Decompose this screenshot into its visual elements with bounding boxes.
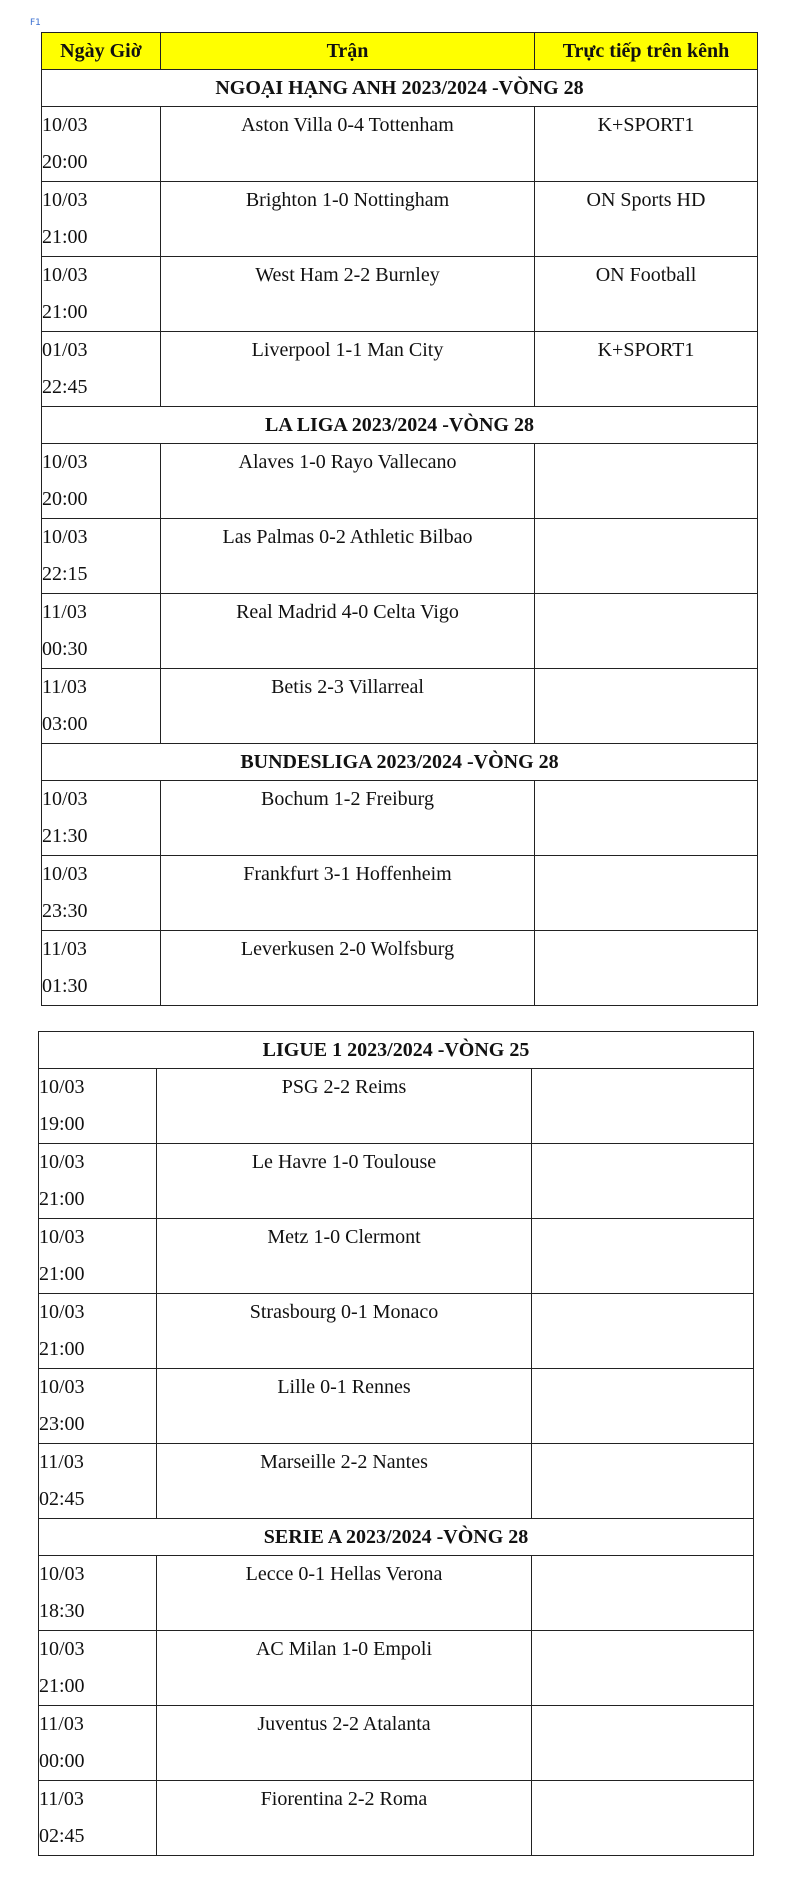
match-row	[39, 1219, 754, 1294]
match-channel	[535, 594, 758, 669]
match-time: 21:00	[42, 301, 88, 323]
match-date: 11/03	[39, 1451, 84, 1473]
match-date: 10/03	[39, 1076, 85, 1098]
section-title: BUNDESLIGA 2023/2024 -VÒNG 28	[42, 744, 758, 781]
match-time: 00:30	[42, 638, 88, 660]
match-name: Liverpool 1-1 Man City	[161, 332, 535, 407]
match-row	[39, 1369, 754, 1444]
match-date: 10/03	[42, 863, 88, 885]
match-time: 22:45	[42, 376, 88, 398]
match-channel	[532, 1781, 754, 1856]
section-row	[42, 407, 758, 444]
match-date: 10/03	[39, 1301, 85, 1323]
match-name: Bochum 1-2 Freiburg	[161, 781, 535, 856]
anchor-mark: F1	[30, 18, 41, 28]
match-channel	[535, 519, 758, 594]
match-name: Metz 1-0 Clermont	[157, 1219, 532, 1294]
match-channel: ON Sports HD	[535, 182, 758, 257]
match-row	[42, 182, 758, 257]
datetime-cell	[39, 1781, 157, 1856]
match-row	[39, 1069, 754, 1144]
match-row	[42, 669, 758, 744]
datetime-cell	[39, 1369, 157, 1444]
datetime-cell	[42, 594, 161, 669]
match-date: 11/03	[42, 601, 87, 623]
datetime-cell	[39, 1069, 157, 1144]
match-name: Marseille 2-2 Nantes	[157, 1444, 532, 1519]
match-row	[39, 1781, 754, 1856]
match-date: 11/03	[39, 1713, 84, 1735]
section-title: NGOẠI HẠNG ANH 2023/2024 -VÒNG 28	[42, 70, 758, 107]
datetime-cell	[39, 1144, 157, 1219]
match-row	[42, 931, 758, 1006]
match-row	[42, 519, 758, 594]
match-time: 01:30	[42, 975, 88, 997]
match-name: Lille 0-1 Rennes	[157, 1369, 532, 1444]
match-channel: K+SPORT1	[535, 107, 758, 182]
match-name: AC Milan 1-0 Empoli	[157, 1631, 532, 1706]
datetime-cell	[42, 107, 161, 182]
datetime-cell	[42, 182, 161, 257]
datetime-cell	[42, 444, 161, 519]
datetime-cell	[42, 856, 161, 931]
match-time: 23:30	[42, 900, 88, 922]
section-row	[42, 70, 758, 107]
match-time: 03:00	[42, 713, 88, 735]
match-row	[39, 1444, 754, 1519]
section-title: LIGUE 1 2023/2024 -VÒNG 25	[39, 1032, 754, 1069]
match-channel	[532, 1294, 754, 1369]
match-channel	[532, 1144, 754, 1219]
match-channel	[535, 781, 758, 856]
match-name: Alaves 1-0 Rayo Vallecano	[161, 444, 535, 519]
match-channel	[532, 1556, 754, 1631]
match-date: 10/03	[42, 788, 88, 810]
match-channel	[532, 1069, 754, 1144]
match-name: Aston Villa 0-4 Tottenham	[161, 107, 535, 182]
match-date: 01/03	[42, 339, 88, 361]
datetime-cell	[39, 1631, 157, 1706]
match-row	[39, 1294, 754, 1369]
header-match: Trận	[161, 33, 535, 70]
match-date: 10/03	[39, 1151, 85, 1173]
match-row	[39, 1144, 754, 1219]
match-date: 10/03	[42, 189, 88, 211]
match-name: Las Palmas 0-2 Athletic Bilbao	[161, 519, 535, 594]
match-date: 10/03	[39, 1226, 85, 1248]
datetime-cell	[42, 332, 161, 407]
match-time: 21:00	[39, 1338, 85, 1360]
match-row	[42, 781, 758, 856]
datetime-cell	[42, 257, 161, 332]
match-name: West Ham 2-2 Burnley	[161, 257, 535, 332]
match-channel	[532, 1631, 754, 1706]
datetime-cell	[39, 1294, 157, 1369]
match-time: 22:15	[42, 563, 88, 585]
match-channel	[535, 931, 758, 1006]
match-row	[39, 1556, 754, 1631]
match-row	[42, 594, 758, 669]
match-name: Fiorentina 2-2 Roma	[157, 1781, 532, 1856]
match-channel	[532, 1369, 754, 1444]
match-row	[39, 1631, 754, 1706]
match-channel	[532, 1706, 754, 1781]
match-date: 11/03	[39, 1788, 84, 1810]
match-channel	[532, 1219, 754, 1294]
match-date: 11/03	[42, 938, 87, 960]
match-name: Juventus 2-2 Atalanta	[157, 1706, 532, 1781]
match-date: 10/03	[39, 1638, 85, 1660]
match-row	[42, 107, 758, 182]
datetime-cell	[39, 1219, 157, 1294]
match-name: Leverkusen 2-0 Wolfsburg	[161, 931, 535, 1006]
match-name: Lecce 0-1 Hellas Verona	[157, 1556, 532, 1631]
header-datetime: Ngày Giờ	[42, 33, 161, 70]
match-name: Frankfurt 3-1 Hoffenheim	[161, 856, 535, 931]
section-row	[42, 744, 758, 781]
match-channel: ON Football	[535, 257, 758, 332]
match-row	[42, 856, 758, 931]
match-time: 02:45	[39, 1488, 85, 1510]
match-name: Strasbourg 0-1 Monaco	[157, 1294, 532, 1369]
match-time: 00:00	[39, 1750, 85, 1772]
datetime-cell	[39, 1706, 157, 1781]
match-date: 10/03	[39, 1376, 85, 1398]
schedule-table-2	[38, 1031, 754, 1856]
match-row	[39, 1706, 754, 1781]
match-time: 18:30	[39, 1600, 85, 1622]
match-row	[42, 444, 758, 519]
match-date: 10/03	[42, 264, 88, 286]
datetime-cell	[42, 519, 161, 594]
datetime-cell	[39, 1444, 157, 1519]
header-row	[42, 33, 758, 70]
match-time: 21:00	[42, 226, 88, 248]
match-name: Brighton 1-0 Nottingham	[161, 182, 535, 257]
match-time: 20:00	[42, 488, 88, 510]
match-date: 10/03	[42, 526, 88, 548]
datetime-cell	[42, 931, 161, 1006]
match-date: 10/03	[39, 1563, 85, 1585]
match-time: 02:45	[39, 1825, 85, 1847]
match-row	[42, 332, 758, 407]
match-name: PSG 2-2 Reims	[157, 1069, 532, 1144]
match-date: 11/03	[42, 676, 87, 698]
match-time: 21:00	[39, 1263, 85, 1285]
match-time: 23:00	[39, 1413, 85, 1435]
match-time: 21:30	[42, 825, 88, 847]
match-time: 19:00	[39, 1113, 85, 1135]
match-date: 10/03	[42, 451, 88, 473]
match-channel	[535, 856, 758, 931]
match-name: Betis 2-3 Villarreal	[161, 669, 535, 744]
datetime-cell	[42, 781, 161, 856]
schedule-table-1	[41, 32, 758, 1006]
datetime-cell	[42, 669, 161, 744]
match-channel	[532, 1444, 754, 1519]
section-row	[39, 1519, 754, 1556]
match-channel: K+SPORT1	[535, 332, 758, 407]
match-row	[42, 257, 758, 332]
match-date: 10/03	[42, 114, 88, 136]
match-time: 20:00	[42, 151, 88, 173]
match-time: 21:00	[39, 1188, 85, 1210]
section-title: LA LIGA 2023/2024 -VÒNG 28	[42, 407, 758, 444]
match-channel	[535, 669, 758, 744]
match-name: Le Havre 1-0 Toulouse	[157, 1144, 532, 1219]
match-time: 21:00	[39, 1675, 85, 1697]
header-channel: Trực tiếp trên kênh	[535, 33, 758, 70]
section-title: SERIE A 2023/2024 -VÒNG 28	[39, 1519, 754, 1556]
match-name: Real Madrid 4-0 Celta Vigo	[161, 594, 535, 669]
section-row	[39, 1032, 754, 1069]
match-channel	[535, 444, 758, 519]
datetime-cell	[39, 1556, 157, 1631]
